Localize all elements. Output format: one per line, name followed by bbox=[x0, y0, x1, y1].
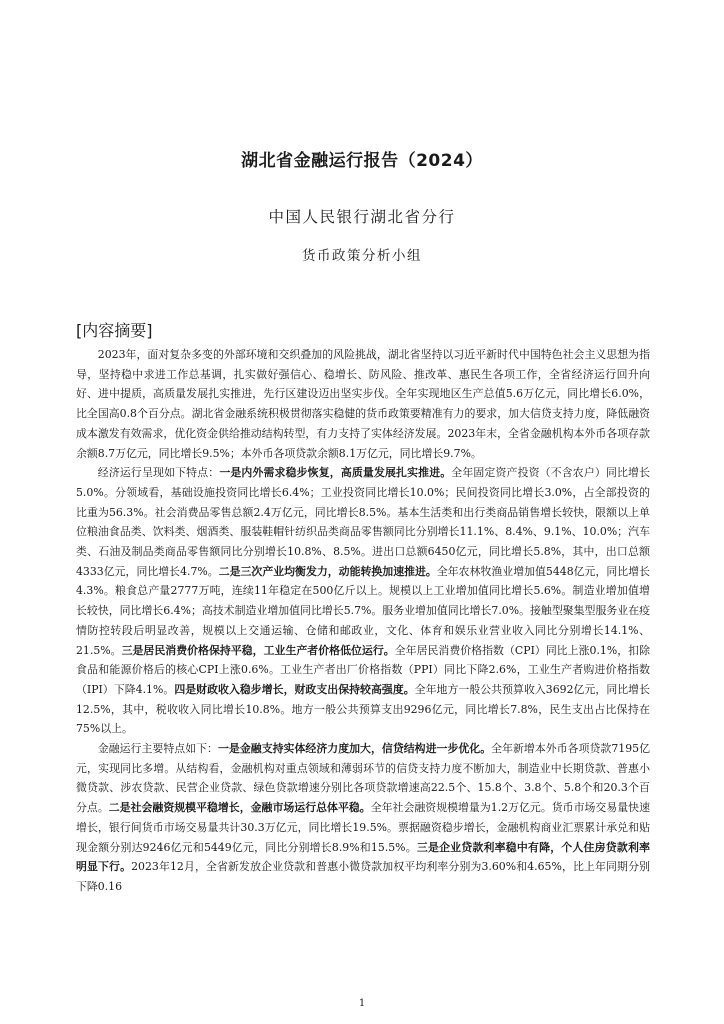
key-point-heading: 二是三次产业均衡发力，动能转换加速推进。 bbox=[218, 564, 437, 578]
summary-paragraph-2 bbox=[76, 463, 650, 739]
paragraph-text: 全年地方一般公共预算收入3692亿元，同比增长12.5%，其中，税收收入同比增长10.8%。地方一般公共预算支出9296亿元，同比增长7.8%，民生支出占比保持在75%以上。 bbox=[76, 682, 650, 736]
key-point-heading: 二是社会融资规模平稳增长，金融市场运行总体平稳。 bbox=[108, 801, 371, 815]
paragraph-text: 全年居民消费价格指数（CPI）同比上涨0.1%，扣除食品和能源价格后的核心CPI上涨0.6%。工业生产者出厂价格指数（PPI）同比下降2.6%，工业生产者购进价格指数（IPI）下降4.1%。 bbox=[76, 643, 650, 696]
paragraph-text: 全年社会融资规模增量为1.2万亿元。货币市场交易量快速增长，银行间货币市场交易量共计30.3万亿元，同比增长19.5%。票据融资稳步增长，金融机构商业汇票累计承兑和贴现金额分别达9246亿元和5449亿元，同比分别增长8.9%和15.5%。 bbox=[76, 801, 650, 854]
summary-body bbox=[76, 345, 650, 897]
key-point-heading: 一是金融支持实体经济力度加大，信贷结构进一步优化。 bbox=[218, 742, 492, 756]
paragraph-text: 2023年12月，全省新发放企业贷款和普惠小微贷款加权平均利率分别为3.60%和4.65%，比上年同期分别下降0.16 bbox=[76, 860, 650, 893]
report-title: 湖北省金融运行报告（2024） bbox=[241, 151, 483, 171]
summary-paragraph-3 bbox=[76, 739, 650, 897]
paragraph-text: 全年固定资产投资（不含农户）同比增长5.0%。分领域看，基础设施投资同比增长6.4%；工业投资同比增长10.0%；民间投资同比增长3.0%，占全部投资的比重为56.3%。社会消费品零售总额2.4万亿元，同比增长8.5%。基本生活类和出行类商品销售增长较快，限额以上单位粮油食品类、饮料类、烟酒类、服装鞋帽针纺织品类商品零售额同比分别增长11.1%、8.4%、9.1%、10.0%；汽车类、石油及制品类商品零售额同比分别增长10.8%、8.5%。进出口总额6450亿元，同比增长5.8%，其中，出口总额4333亿元，同比增长4.7%。 bbox=[76, 466, 650, 578]
key-point-heading: 四是财政收入稳步增长，财政支出保持较高强度。 bbox=[174, 682, 415, 696]
author-group: 货币政策分析小组 bbox=[302, 248, 422, 264]
paragraph-text: 2023年，面对复杂多变的外部环境和交织叠加的风险挑战，湖北省坚持以习近平新时代中国特色社会主义思想为指导，坚持稳中求进工作总基调，扎实做好强信心、稳增长、防风险、推改革、惠民生各项工作，全省经济运行回升向好、进中提质，高质量发展扎实推进，先行区建设迈出坚实步伐。全年实现地区生产总值5.6万亿元，同比增长6.0%，比全国高0.8个百分点。湖北省金融系统积极贯彻落实稳健的货币政策要精准有力的要求，加大信贷支持力度，降低融资成本激发有效需求，优化资金供给推动结构转型，有力支持了实体经济发展。2023年末，全省金融机构本外币各项存款余额8.7万亿元，同比增长9.5%；本外币各项贷款余额8.1万亿元，同比增长9.7%。 bbox=[76, 348, 650, 460]
paragraph-text: 金融运行主要特点如下： bbox=[97, 742, 218, 756]
key-point-heading: 三是企业贷款利率稳中有降，个人住房贷款利率明显下行。 bbox=[76, 840, 650, 874]
summary-paragraph-1 bbox=[76, 345, 650, 463]
section-heading-summary: [内容摘要] bbox=[76, 321, 153, 340]
organization-name: 中国人民银行湖北省分行 bbox=[268, 208, 456, 226]
key-point-heading: 三是居民消费价格保持平稳，工业生产者价格低位运行。 bbox=[121, 643, 395, 657]
key-point-heading: 一是内外需求稳步恢复，高质量发展扎实推进。 bbox=[219, 466, 452, 480]
paragraph-text: 全年新增本外币各项贷款7195亿元，实现同比多增。从结构看，金融机构对重点领域和薄弱环节的信贷支持力度不断加大，制造业中长期贷款、普惠小微贷款、涉农贷款、民营企业贷款、绿色贷款增速分别比各项贷款增速高22.5个、15.8个、3.8个、5.8个和20.3个百分点。 bbox=[76, 742, 650, 815]
paragraph-text: 经济运行呈现如下特点： bbox=[97, 466, 220, 480]
page-number: 1 bbox=[358, 998, 366, 1009]
paragraph-text: 全年农林牧渔业增加值5448亿元，同比增长4.3%。粮食总产量2777万吨，连续11年稳定在500亿斤以上。规模以上工业增加值同比增长5.6%。制造业增加值增长较快，同比增长6.4%；高技术制造业增加值同比增长5.7%。服务业增加值同比增长7.0%。接触型聚集型服务业在疫情防控转段后明显改善，规模以上交通运输、仓储和邮政业，文化、体育和娱乐业营业收入同比分别增长14.1%、21.5%。 bbox=[76, 564, 650, 657]
